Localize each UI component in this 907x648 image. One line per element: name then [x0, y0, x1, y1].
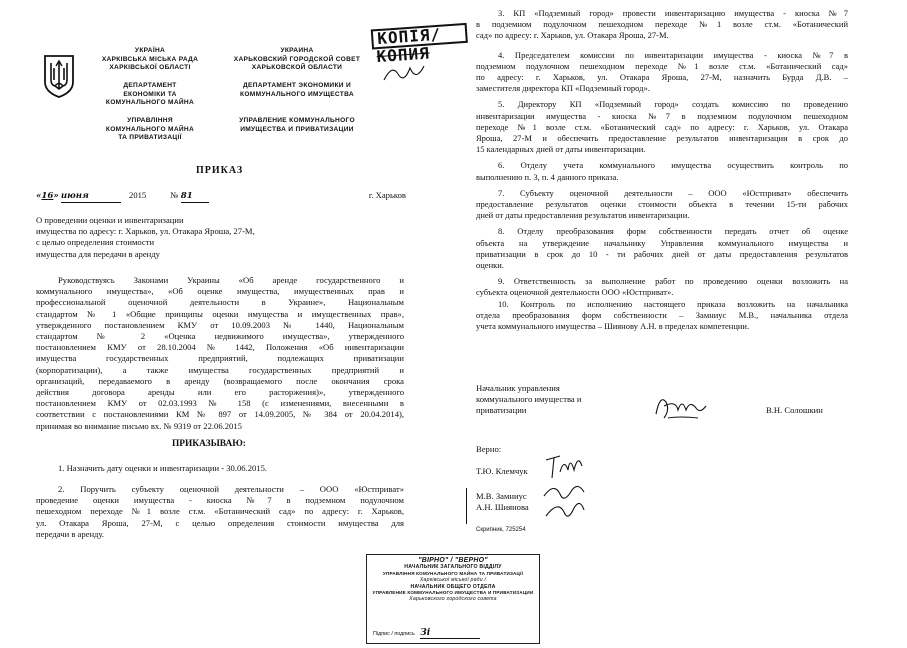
preamble-line: соответствии с постановлениями КМ № 897 от 14.09.2005, № 384 от 20.04.2014),: [36, 409, 404, 420]
preamble-line: утвержденного постановлением КМУ от 10.09.2003 № 1440, Национальным: [36, 319, 404, 330]
date-open-quote: «: [36, 191, 42, 201]
order-subject: [36, 215, 336, 260]
right-header-line: ДЕПАРТАМЕНТ ЭКОНОМИКИ И: [243, 82, 351, 89]
preamble-line: (корпоратизации), а также имущества государственных предприятий и: [36, 364, 404, 375]
item2-line: передачи в аренду.: [36, 528, 105, 539]
preamble-line: действия договора аренды или его расторжения)», утвержденного: [36, 387, 404, 398]
stamp-scribble-icon: [380, 60, 430, 86]
order-number: 81: [181, 191, 209, 203]
preamble-line: стандартом № 2 «Оценка недвижимого имущества», утвержденного: [36, 331, 404, 342]
date-day: 16: [41, 191, 54, 201]
date-year: 2015: [129, 190, 147, 200]
copy-stamp-line: КОПІЯ/: [371, 23, 468, 50]
preamble-line: коммунального имущества», «Об оценке имущества, имущественных прав и: [36, 286, 404, 297]
order-item-9: [476, 276, 848, 298]
order-title: ПРИКАЗ: [196, 165, 244, 176]
item-line: 7. Субъекту оценочной деятельности – ООО «Юстприват» обеспечить: [498, 187, 848, 198]
preamble-line: принимая во внимание письмо вх. № 9319 от 22.06.2015: [36, 420, 242, 431]
right-header-line: КОММУНАЛЬНОГО ИМУЩЕСТВА: [240, 90, 354, 98]
item-line: переходе №1 возле ст.м. «Ботанический сад» по адресу: г. Харьков, ул. Отакара: [476, 121, 848, 132]
preamble-line: организаций, передаваемого в аренду (возвращаемого после окончания срока: [36, 375, 404, 386]
left-header-line: ХАРКІВСЬКА МІСЬКА РАДА: [101, 55, 199, 63]
item-line: 5. Директору КП «Подземный город» создать комиссию по проведению: [498, 99, 848, 110]
order-item-6: [476, 160, 848, 182]
verno-label: Верно:: [476, 444, 502, 454]
item-line: субъекта оценочной деятельности ООО «Юстприват».: [476, 287, 674, 298]
preamble-line: постановлением КМУ от 02.03.1993 № 158 (с изменениями, внесенными в: [36, 398, 404, 409]
item-line: 8. Отделу преобразования форм собственности передать отчет об оценке: [498, 226, 848, 237]
item-line: Ярошa, 27-М и обеспечить предоставление результатов инвентаризации в срок до: [476, 133, 848, 144]
coat-of-arms-icon: [42, 54, 76, 98]
subject-line: с целью определения стоимости: [36, 237, 155, 248]
verno-stamp: [366, 554, 540, 644]
item2-line: проведение оценки имущества - киоска №7 в подземном подулочном: [36, 495, 404, 506]
item-line: сад» по адресу: г. Харьков, ул. Отакара Яроша, 27-М.: [476, 30, 669, 41]
item-line: 6. Отделу учета коммунального имущества осуществить контроль по: [498, 160, 848, 171]
stamp-sign-label: Підпис / подпись: [373, 631, 415, 637]
item-line: выполнению п. 3, п. 4 данного приказа.: [476, 171, 619, 182]
order-item-8: [476, 226, 848, 271]
item-line: инвентаризации имущества - киоска №7 в подземном подулочном пешеходном: [476, 110, 848, 121]
stamp-title: "ВІРНО" / "ВЕРНО": [418, 557, 488, 564]
order-item-10: [476, 299, 848, 333]
preamble: [36, 275, 404, 432]
subject-line: имущества для передачи в аренду: [36, 248, 160, 259]
order-date-row: [36, 190, 406, 204]
left-header-line: ТА ПРИВАТИЗАЦІЇ: [118, 134, 182, 142]
right-header-line: ИМУЩЕСТВА И ПРИВАТИЗАЦИИ: [240, 125, 354, 133]
item-line: 9. Ответственность за выполнение работ по проведению оценки возложить на: [498, 276, 848, 287]
right-header-administration: [222, 117, 372, 134]
left-header-department: [80, 82, 220, 108]
stamp-line: НАЧАЛЬНИК ЗАГАЛЬНОГО ВІДДІЛУ: [404, 564, 502, 571]
signatory-name: В.Н. Солошкин: [766, 405, 823, 415]
item-line: 3. КП «Подземный город» провести инвентаризацию имущества - киоска №7: [498, 8, 848, 18]
preamble-line: постановлением КМУ от 28.10.2004 № 1442, Положения «Об инвентаризации: [36, 342, 404, 353]
item2-line: 2. Поручить субъекту оценочной деятельности – ООО «Юстприват»: [58, 484, 404, 494]
order-city: г. Харьков: [368, 190, 406, 200]
left-header-line: КОМУНАЛЬНОГО МАЙНА: [105, 125, 195, 133]
item-line: в подземном подулочном пешеходном переходе №1 возле ст.м. «Ботанический: [476, 19, 848, 30]
approval-bracket: [466, 488, 475, 524]
stamp-line: УПРАВЛЕНИЕ КОММУНАЛЬНОГО ИМУЩЕСТВА И ПРИВАТИЗАЦИИ: [372, 590, 534, 596]
preamble-line: имущества государственных предприятий, подлежащих приватизации: [36, 353, 404, 364]
klemchuk-signature-icon: [542, 448, 590, 482]
position-line: коммунального имущества и: [476, 394, 582, 405]
right-column-items: [476, 8, 848, 332]
item-line: учета коммунального имущества – Шиянову А.Н. в пределах компетенции.: [476, 321, 750, 332]
executor-info: Скрипник, 725254: [476, 527, 526, 533]
verno-person-1: Т.Ю. Клемчук: [476, 466, 528, 476]
item-line: приватизации в срок до 10 - ти рабочих дней от даты предоставления результатов: [476, 248, 848, 259]
verno-person-3: А.Н. Шиянова: [476, 502, 529, 512]
item-line: предоставление результатов оценки стоимости объекта в течении 15-ти рабочих: [476, 199, 848, 210]
stamp-sign-row: [373, 628, 480, 639]
item-line: по адресу: г. Харьков, ул. Отакара Яроша, 27-М, назначить Бурда Д.В. –: [476, 72, 848, 83]
stamp-line: НАЧАЛЬНИК ОБЩЕГО ОТДЕЛА: [410, 583, 496, 590]
left-header-administration: [80, 117, 220, 143]
right-header-ukraine: [222, 47, 372, 73]
zamnius-signature-icon: [540, 478, 588, 528]
left-header-line: УПРАВЛІННЯ: [127, 117, 173, 124]
date-close-quote: »: [53, 191, 59, 201]
item2-line: ул. Отакара Яроша, 27-М, с целью определения стоимости имущества для: [36, 517, 404, 528]
left-header-line: ЕКОНОМІКИ ТА: [123, 90, 177, 98]
stamp-sign-value: Зі: [420, 628, 480, 639]
order-item-5: [476, 99, 848, 155]
item-line: дней от даты предоставления результатов инвентаризации.: [476, 210, 690, 221]
order-item-4: [476, 50, 848, 95]
orders-heading: ПРИКАЗЫВАЮ:: [172, 439, 246, 449]
left-header-line: ХАРКІВСЬКОЇ ОБЛАСТІ: [109, 64, 191, 72]
order-item-2: [36, 484, 404, 540]
order-number-prefix: №: [170, 190, 179, 200]
left-header-line: УКРАЇНА: [134, 47, 166, 54]
stamp-line: Харьковского городского совета: [409, 596, 497, 603]
preamble-line: Руководствуясь Законами Украины «Об аренде государственного и: [58, 275, 404, 285]
item-line: 15 календарных дней от даты инвентаризации.: [476, 144, 646, 155]
subject-line: О проведении оценки и инвентаризации: [36, 215, 184, 225]
item-line: отдела преобразования форм собственности – Замниус М.В., начальника отдела: [476, 309, 848, 320]
stamp-line: Харківської міської ради /: [419, 577, 487, 584]
left-header-line: ДЕПАРТАМЕНТ: [123, 82, 177, 89]
order-item-3: [476, 8, 848, 42]
right-header-line: ХАРЬКОВСКОЙ ОБЛАСТИ: [251, 64, 343, 72]
item-line: 10. Контроль по исполнению настоящего приказа возложить на начальника: [498, 298, 848, 309]
item2-line: пешеходном переходе №1 возле ст.м. «Ботанический сад» по адресу: г. Харьков,: [36, 506, 404, 517]
item-line: 4. Председателем комиссии по инвентаризации имущества - киоска №7 в: [498, 49, 848, 60]
copy-stamp-line: КОПИЯ: [375, 43, 431, 67]
subject-line: имущества по адресу: г. Харьков, ул. Отакара Яроша, 27-М,: [36, 226, 255, 237]
date-month: июня: [61, 191, 121, 203]
item-line: оценки.: [476, 260, 504, 271]
right-header-line: УКРАИНА: [280, 47, 314, 54]
right-header-line: ХАРЬКОВСКИЙ ГОРОДСКОЙ СОВЕТ: [233, 55, 361, 63]
verno-person-2: М.В. Замниус: [476, 491, 527, 501]
preamble-line: стандартом № 1 «Общие принципы оценки имущества и имущественных прав»,: [36, 308, 404, 319]
preamble-line: профессиональной оценочной деятельности в Украине», Национальным: [36, 297, 404, 308]
stamp-line: УПРАВЛІННЯ КОМУНАЛЬНОГО МАЙНА ТА ПРИВАТИЗАЦІЇ: [382, 570, 524, 576]
head-signature-icon: [650, 388, 710, 424]
left-header-line: КОМУНАЛЬНОГО МАЙНА: [105, 99, 195, 107]
order-item-1: 1. Назначить дату оценки и инвентаризации - 30.06.2015.: [58, 463, 268, 473]
item-line: подземном подулочном пешеходном переходе №1 возле ст.м. «Ботанический сад»: [476, 60, 848, 71]
position-line: приватизации: [476, 405, 527, 416]
order-item-7: [476, 188, 848, 222]
item-line: объекта на утверждение начальнику Управления коммунального имущества и: [476, 237, 848, 248]
left-header-ukraine: [80, 47, 220, 73]
position-line: Начальник управления: [476, 383, 560, 393]
right-header-department: [222, 82, 372, 99]
right-header-line: УПРАВЛЕНИЕ КОММУНАЛЬНОГО: [239, 117, 355, 124]
signatory-position: [476, 383, 646, 417]
item-line: заместителя директора КП «Подземный город».: [476, 83, 650, 94]
